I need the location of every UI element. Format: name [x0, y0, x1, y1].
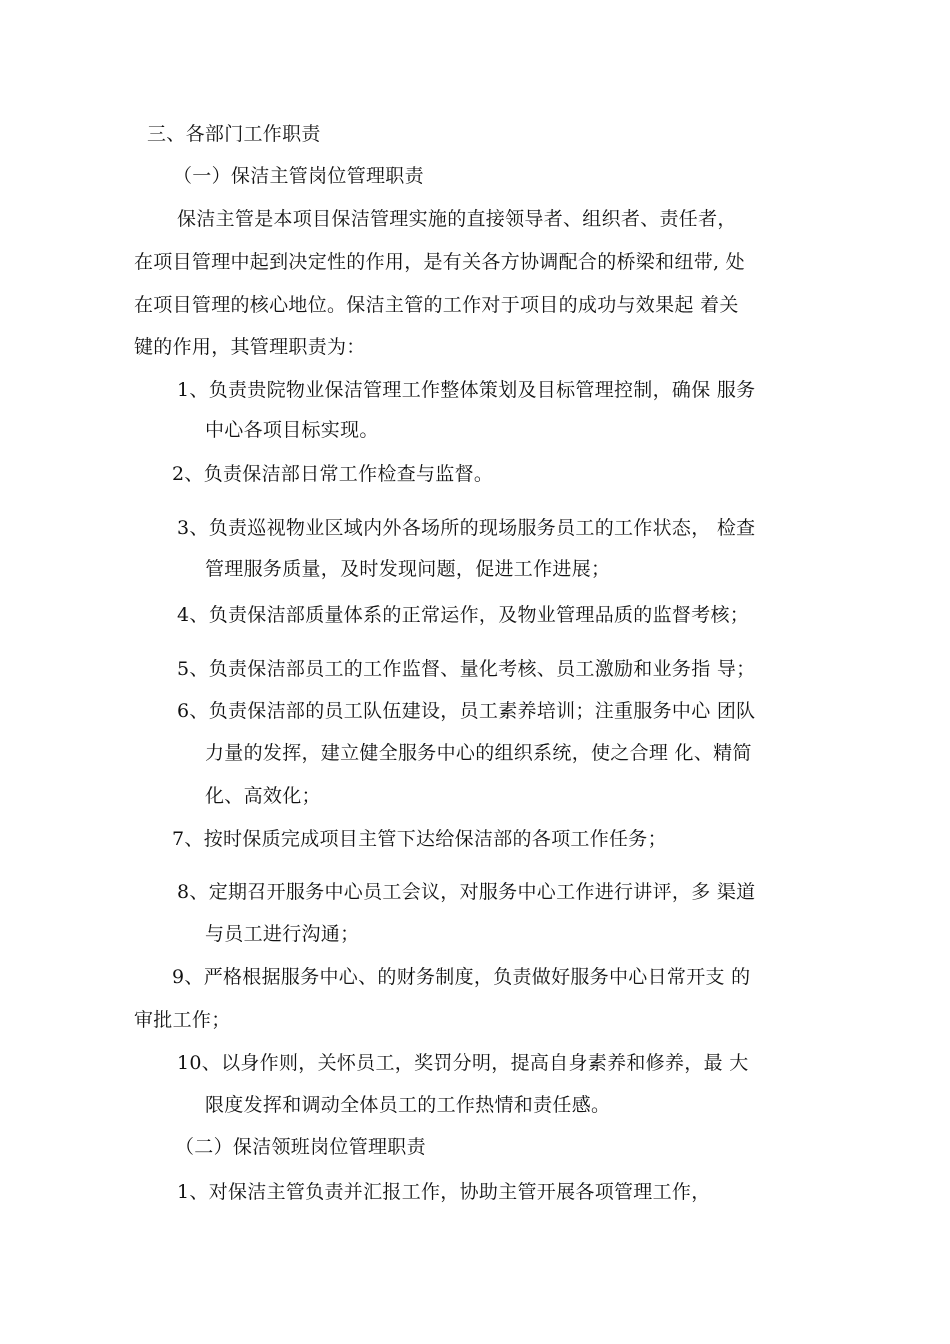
list-item-10: 10、以身作则，关怀员工，奖罚分明，提高自身素养和修养，最 大	[177, 1052, 749, 1074]
list-item-6-cont: 力量的发挥，建立健全服务中心的组织系统，使之合理 化、精简	[205, 742, 752, 764]
subsection-2-item-1: 1、对保洁主管负责并汇报工作，协助主管开展各项管理工作，	[177, 1181, 711, 1203]
subsection-1-title: （一）保洁主管岗位管理职责	[173, 165, 424, 187]
intro-line: 键的作用，其管理职责为：	[134, 336, 366, 358]
list-item-4: 4、负责保洁部质量体系的正常运作，及物业管理品质的监督考核；	[177, 604, 750, 626]
list-item-6: 6、负责保洁部的员工队伍建设，员工素养培训；注重服务中心 团队	[177, 700, 756, 722]
list-item-8-cont: 与员工进行沟通；	[205, 923, 360, 945]
list-item-6-cont: 化、高效化；	[205, 785, 321, 807]
list-item-3-cont: 管理服务质量，及时发现问题，促进工作进展；	[205, 558, 611, 580]
list-item-5: 5、负责保洁部员工的工作监督、量化考核、员工激励和业务指 导；	[177, 658, 756, 680]
intro-line: 保洁主管是本项目保洁管理实施的直接领导者、组织者、责任者，	[177, 208, 737, 230]
list-item-10-cont: 限度发挥和调动全体员工的工作热情和责任感。	[205, 1094, 611, 1116]
subsection-2-title: （二）保洁领班岗位管理职责	[175, 1136, 426, 1158]
section-title: 三、各部门工作职责	[147, 123, 321, 145]
intro-line: 在项目管理中起到决定性的作用，是有关各方协调配合的桥梁和纽带, 处	[134, 251, 745, 273]
list-item-8: 8、定期召开服务中心员工会议，对服务中心工作进行讲评，多 渠道	[177, 881, 756, 903]
list-item-2: 2、负责保洁部日常工作检查与监督。	[172, 463, 494, 485]
list-item-9: 9、严格根据服务中心、的财务制度，负责做好服务中心日常开支 的	[172, 966, 751, 988]
intro-line: 在项目管理的核心地位。保洁主管的工作对于项目的成功与效果起 着关	[134, 294, 739, 316]
list-item-3: 3、负责巡视物业区域内外各场所的现场服务员工的工作状态， 检查	[177, 517, 756, 539]
list-item-9-cont: 审批工作；	[134, 1009, 231, 1031]
list-item-1: 1、负责贵院物业保洁管理工作整体策划及目标管理控制，确保 服务	[177, 379, 756, 401]
list-item-7: 7、按时保质完成项目主管下达给保洁部的各项工作任务；	[172, 828, 667, 850]
list-item-1-cont: 中心各项目标实现。	[205, 419, 379, 441]
